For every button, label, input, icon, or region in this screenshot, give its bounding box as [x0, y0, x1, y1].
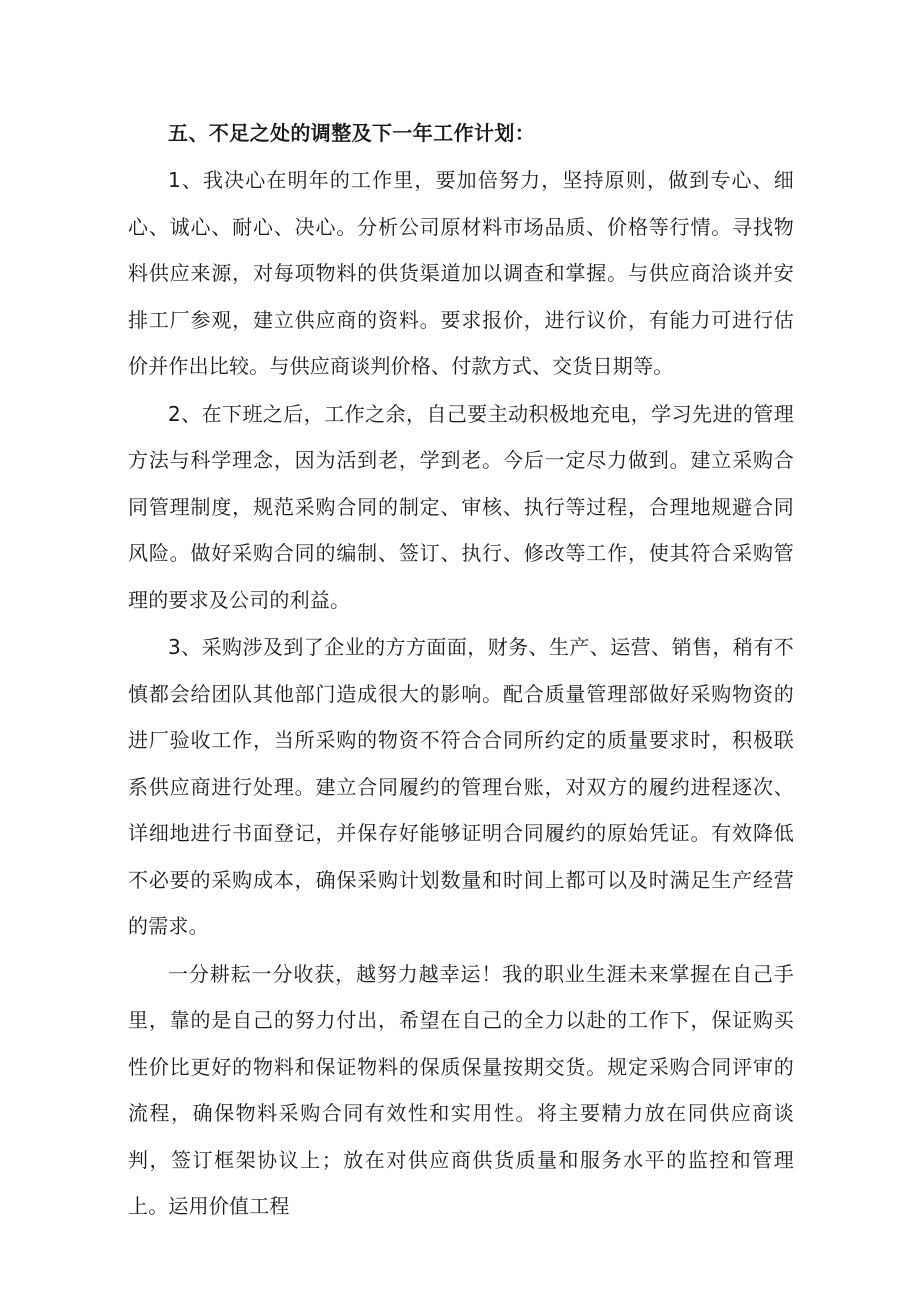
paragraph-2: 2、在下班之后，工作之余，自己要主动积极地充电，学习先进的管理方法与科学理念，因为活到老，学到老。今后一定尽力做到。建立采购合同管理制度，规范采购合同的制定、审核、执行等过程，合理地规避合同风险。做好采购合同的编制、签订、执行、修改等工作，使其符合采购管理的要求及公司的利益。 — [128, 401, 794, 612]
paragraph-4: 一分耕耘一分收获，越努力越幸运！我的职业生涯未来掌握在自己手里，靠的是自己的努力付出，希望在自己的全力以赴的工作下，保证购买性价比更好的物料和保证物料的保质保量按期交货。规定采购合同评审的流程，确保物料采购合同有效性和实用性。将主要精力放在同供应商谈判，签订框架协议上；放在对供应商供货质量和服务水平的监控和管理上。运用价值工程 — [128, 961, 794, 1218]
paragraph-3: 3、采购涉及到了企业的方方面面，财务、生产、运营、销售，稍有不慎都会给团队其他部门造成很大的影响。配合质量管理部做好采购物资的进厂验收工作，当所采购的物资不符合合同所约定的质量要求时，积极联系供应商进行处理。建立合同履约的管理台账，对双方的履约进程逐次、详细地进行书面登记，并保存好能够证明合同履约的原始凭证。有效降低不必要的采购成本，确保采购计划数量和时间上都可以及时满足生产经营的需求。 — [128, 635, 794, 938]
document-body — [128, 110, 794, 1230]
section-heading: 五、不足之处的调整及下一年工作计划： — [168, 121, 536, 145]
paragraph-1: 1、我决心在明年的工作里，要加倍努力，坚持原则，做到专心、细心、诚心、耐心、决心。分析公司原材料市场品质、价格等行情。寻找物料供应来源，对每项物料的供货渠道加以调查和掌握。与供应商洽谈并安排工厂参观，建立供应商的资料。要求报价，进行议价，有能力可进行估价并作出比较。与供应商谈判价格、付款方式、交货日期等。 — [128, 168, 794, 378]
